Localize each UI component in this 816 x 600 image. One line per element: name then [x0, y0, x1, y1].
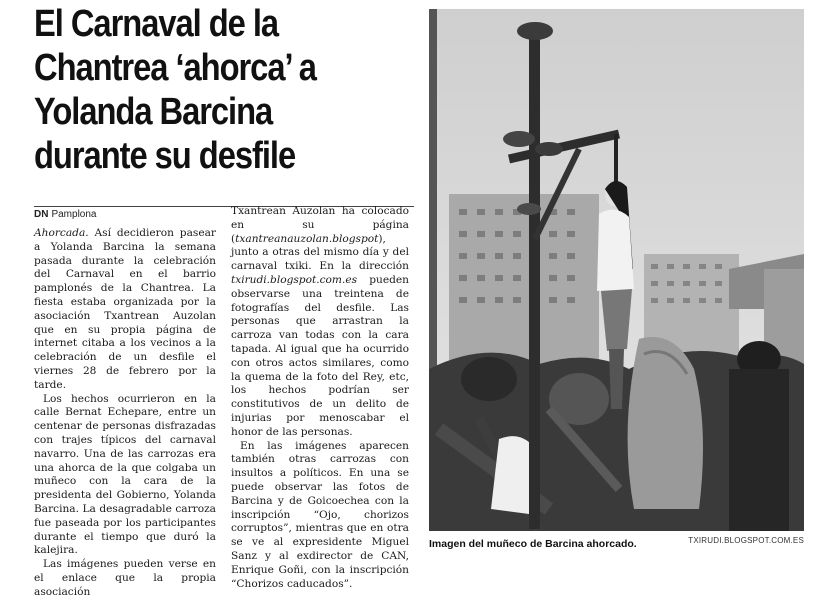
byline-source: DN: [34, 209, 49, 220]
headline-line-2: Chantrea ‘ahorca’ a: [34, 47, 316, 89]
photo-illustration: [429, 9, 804, 531]
photo-caption: [429, 534, 804, 552]
headline: [34, 2, 419, 178]
paragraph: [231, 205, 409, 440]
article-photo: [429, 9, 804, 531]
headline-line-1: El Carnaval de la: [34, 3, 279, 45]
paragraph-text: Txantrean Auzolan ha colocado en su página (: [231, 205, 409, 245]
headline-line-4: durante su desfile: [34, 135, 296, 177]
article-column-1: [34, 227, 216, 600]
paragraph: En las imágenes aparecen también otras carrozas con insultos a políticos. En una se puede observar las fotos de Barcina y de Goicoechea con la inscripción “Ojo, chorizos corruptos”, mientras que en otra se ve al expresidente Miguel Sanz y al exdirector de CAN, Enrique Goñi, con la inscripción “Chorizos caducados”.: [231, 439, 409, 590]
article-column-2: [231, 205, 409, 591]
paragraph: Las imágenes pueden verse en el enlace que la propia asociación: [34, 558, 216, 598]
paragraph-text: Así decidieron pasear a Yolanda Barcina la semana pasada durante la celebración del Carnaval en el barrio pamplonés de la Chantrea. La fiesta estaba organizada por la asociación Txantrean Auzolan que en su propia página de internet citaba a los vecinos a la celebración de un desfile el viernes 28 de febrero por la tarde.: [34, 227, 216, 391]
blog-link-1: txantreanauzolan.blogspot: [235, 232, 379, 245]
photo-credit: TXIRUDI.BLOGSPOT.COM.ES: [688, 536, 804, 545]
paragraph: Los hechos ocurrieron en la calle Bernat Echepare, entre un centenar de personas disfrazadas con trajes típicos del carnaval navarro. Una de las carrozas era una ahorca de la que colgaba un muñeco con la cara de la presidenta del Gobierno, Yolanda Barcina. La desagradable carroza fue paseada por los participantes durante el tiempo que duró la kalejira.: [34, 392, 216, 557]
paragraph-text: ), junto a otras del mismo día y del carnaval txiki. En la dirección: [231, 232, 409, 273]
blog-link-2: txirudi.blogspot.com.es: [231, 273, 358, 286]
paragraph-lead: Ahorcada.: [34, 227, 89, 239]
byline-location: Pamplona: [51, 209, 97, 220]
headline-line-3: Yolanda Barcina: [34, 91, 273, 133]
paragraph: [34, 227, 216, 393]
caption-text: Imagen del muñeco de Barcina ahorcado.: [429, 538, 637, 550]
paragraph-text: pueden observarse una treintena de fotografías del desfile. Las personas que arrastran la carroza van todas con la cara tapada. Al igual que ha ocurrido con otros actos similares, como la quema de la foto del Rey, etc, los hechos podrían ser constitutivos de un delito de injurias por menoscabar el honor de las personas.: [231, 273, 409, 438]
